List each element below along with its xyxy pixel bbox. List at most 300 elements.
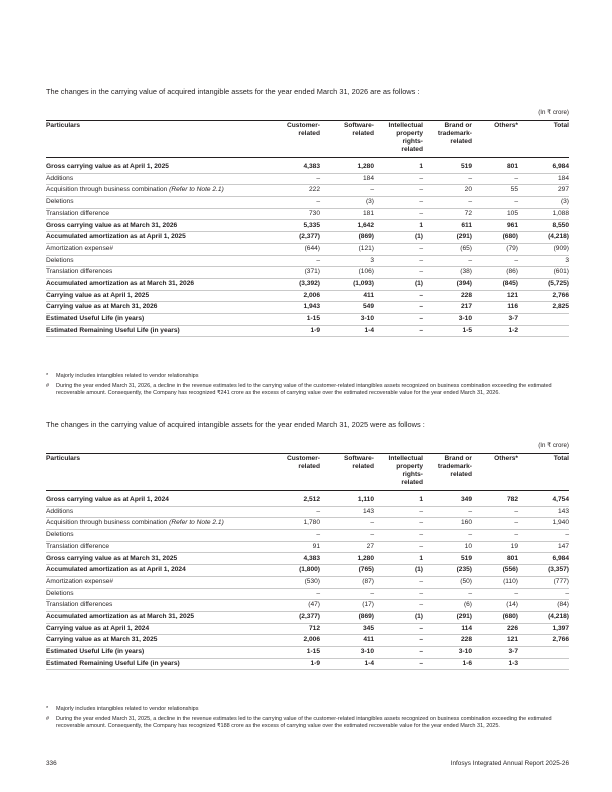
table-cell: (110) <box>472 576 518 588</box>
table-cell: (4,218) <box>518 232 569 244</box>
row-label <box>46 553 264 565</box>
row-label <box>46 185 264 197</box>
table-cell: 1,642 <box>320 220 374 232</box>
table-cell: – <box>374 267 423 279</box>
table-cell: 2,766 <box>518 290 569 302</box>
column-header-particulars: Particulars <box>46 454 264 491</box>
row-label <box>46 611 264 623</box>
row-label <box>46 623 264 635</box>
table-cell: – <box>374 255 423 267</box>
table-cell: (291) <box>423 232 472 244</box>
table-cell: 1-15 <box>264 646 320 658</box>
row-label-text: Amortization expense# <box>46 244 114 252</box>
row-note-link: (Refer to Note 2.1) <box>169 186 224 194</box>
section-intro-2026: The changes in the carrying value of acquired intangible assets for the year ended March 31, 2026 are as follows : <box>46 87 420 96</box>
table-cell: – <box>374 518 423 530</box>
row-label <box>46 290 264 302</box>
table-cell: 1,280 <box>320 162 374 173</box>
table-row <box>46 588 569 600</box>
table-cell: 3-7 <box>472 313 518 325</box>
table-cell: 961 <box>472 220 518 232</box>
table-cell: 801 <box>472 553 518 565</box>
column-header: Customer- related <box>264 454 320 491</box>
table-cell: 181 <box>320 208 374 220</box>
table-cell: 121 <box>472 635 518 647</box>
table-row <box>46 658 569 670</box>
row-label <box>46 506 264 518</box>
column-header: Total <box>518 454 569 491</box>
table-cell: – <box>374 173 423 185</box>
table-cell: 147 <box>518 541 569 553</box>
table-cell: (1,800) <box>264 565 320 577</box>
row-label <box>46 302 264 314</box>
table-cell: (2,377) <box>264 232 320 244</box>
table-cell: – <box>472 506 518 518</box>
table-row <box>46 185 569 197</box>
table-row <box>46 518 569 530</box>
table-cell: – <box>374 588 423 600</box>
table-cell: (5,725) <box>518 278 569 290</box>
footnote-mark: # <box>46 716 50 722</box>
table-cell: – <box>374 635 423 647</box>
table-cell: 1,397 <box>518 623 569 635</box>
table-cell: (765) <box>320 565 374 577</box>
table-cell: – <box>264 530 320 542</box>
table-cell: 228 <box>423 635 472 647</box>
table-cell: (106) <box>320 267 374 279</box>
table-cell: – <box>518 588 569 600</box>
table-cell: – <box>423 255 472 267</box>
table-cell: 730 <box>264 208 320 220</box>
report-title: Infosys Integrated Annual Report 2025-26 <box>450 760 569 767</box>
table-cell: 8,550 <box>518 220 569 232</box>
table-cell: (680) <box>472 611 518 623</box>
unit-label-2025: (In ₹ crore) <box>538 442 569 449</box>
table-cell: 1 <box>374 220 423 232</box>
table-cell: 3 <box>320 255 374 267</box>
table-cell: 3-7 <box>472 646 518 658</box>
table-cell: 3-10 <box>423 646 472 658</box>
row-label-text: Translation difference <box>46 209 110 217</box>
table-row <box>46 530 569 542</box>
row-label <box>46 313 264 325</box>
table-cell: – <box>423 588 472 600</box>
table-row <box>46 635 569 647</box>
table-cell: 2,006 <box>264 635 320 647</box>
table-cell: (680) <box>472 232 518 244</box>
table-cell: 184 <box>518 173 569 185</box>
row-label <box>46 541 264 553</box>
table-cell: (845) <box>472 278 518 290</box>
table-cell: (1) <box>374 278 423 290</box>
row-label <box>46 243 264 255</box>
row-label <box>46 658 264 670</box>
table-cell: 5,335 <box>264 220 320 232</box>
table-row <box>46 541 569 553</box>
table-cell: 3 <box>518 255 569 267</box>
table-cell: – <box>374 197 423 209</box>
table-cell: 72 <box>423 208 472 220</box>
row-label <box>46 495 264 506</box>
table-cell: (86) <box>472 267 518 279</box>
footnote-text: Majorly includes intangibles related to vendor relationships <box>56 706 199 712</box>
table-cell: 2,512 <box>264 495 320 506</box>
table-cell: (371) <box>264 267 320 279</box>
footnote-hash-2026 <box>46 383 566 398</box>
table-cell: – <box>472 518 518 530</box>
row-label-text: Translation differences <box>46 268 113 276</box>
footnote-mark: # <box>46 383 50 389</box>
table-cell: – <box>264 255 320 267</box>
table-cell: (869) <box>320 232 374 244</box>
table-cell: (4,218) <box>518 611 569 623</box>
column-header: Intellectual property rights- related <box>374 121 423 158</box>
row-label-text: Accumulated amortization as at March 31, 2025 <box>46 612 195 620</box>
table-cell: 2,006 <box>264 290 320 302</box>
unit-label-2026: (In ₹ crore) <box>538 109 569 116</box>
table-row <box>46 208 569 220</box>
table-cell: – <box>472 197 518 209</box>
table-cell: 1,110 <box>320 495 374 506</box>
row-label-text: Translation differences <box>46 601 113 609</box>
row-label <box>46 255 264 267</box>
table-cell: (6) <box>423 600 472 612</box>
table-row <box>46 243 569 255</box>
table-row <box>46 646 569 658</box>
table-cell: 1-6 <box>423 658 472 670</box>
table-cell: – <box>374 185 423 197</box>
table-cell: 91 <box>264 541 320 553</box>
row-label-text: Deletions <box>46 256 74 264</box>
table-cell: 4,754 <box>518 495 569 506</box>
table-cell: 712 <box>264 623 320 635</box>
table-cell: 1,088 <box>518 208 569 220</box>
table-cell <box>518 325 569 337</box>
table-cell: (394) <box>423 278 472 290</box>
table-cell: – <box>320 530 374 542</box>
table-cell: 143 <box>518 506 569 518</box>
table-row <box>46 278 569 290</box>
table-cell: (556) <box>472 565 518 577</box>
table-cell: (3) <box>320 197 374 209</box>
table-cell: 160 <box>423 518 472 530</box>
table-cell: 411 <box>320 635 374 647</box>
row-label-text: Gross carrying value as at March 31, 2025 <box>46 554 178 562</box>
row-label-text: Estimated Remaining Useful Life (in years) <box>46 659 180 667</box>
row-label-text: Estimated Useful Life (in years) <box>46 315 145 323</box>
column-header: Customer- related <box>264 121 320 158</box>
table-cell: (601) <box>518 267 569 279</box>
table-cell: – <box>320 588 374 600</box>
table-cell: 549 <box>320 302 374 314</box>
table-row <box>46 553 569 565</box>
table-row <box>46 302 569 314</box>
table-cell: 2,766 <box>518 635 569 647</box>
table-cell: – <box>472 255 518 267</box>
column-header: Others* <box>472 454 518 491</box>
table-cell: 1 <box>374 553 423 565</box>
table-cell: (50) <box>423 576 472 588</box>
column-header: Total <box>518 121 569 158</box>
row-label <box>46 588 264 600</box>
row-label-text: Carrying value as at March 31, 2025 <box>46 636 158 644</box>
table-cell: 1,280 <box>320 553 374 565</box>
table-cell: 1-15 <box>264 313 320 325</box>
table-row <box>46 506 569 518</box>
row-label <box>46 325 264 337</box>
row-label <box>46 518 264 530</box>
table-cell: (909) <box>518 243 569 255</box>
table-cell: 217 <box>423 302 472 314</box>
table-cell: – <box>374 506 423 518</box>
table-cell: 228 <box>423 290 472 302</box>
column-header: Intellectual property rights- related <box>374 454 423 491</box>
table-cell: – <box>423 506 472 518</box>
row-label <box>46 220 264 232</box>
table-cell: 1 <box>374 495 423 506</box>
table-row <box>46 325 569 337</box>
row-label <box>46 278 264 290</box>
table-row <box>46 173 569 185</box>
table-cell: 1 <box>374 162 423 173</box>
table-cell: 1,940 <box>518 518 569 530</box>
row-label <box>46 162 264 173</box>
row-label <box>46 232 264 244</box>
table-cell: – <box>374 208 423 220</box>
table-cell: (47) <box>264 600 320 612</box>
table-cell: 3-10 <box>320 313 374 325</box>
footnote-mark: * <box>46 373 49 379</box>
table-cell: 1-3 <box>472 658 518 670</box>
row-label-text: Deletions <box>46 531 74 539</box>
footnote-text: During the year ended March 31, 2025, a decline in the revenue estimates led to the carrying value of the customer-related intangibles assets recognized on business combination exceeding the estimated recoverable amount. Consequently, the Company has recognized ₹188 crore as the excess of carrying value over the estimated recoverable value for the year ended March 31, 2025. <box>56 716 552 730</box>
table-cell: 349 <box>423 495 472 506</box>
table-cell: (84) <box>518 600 569 612</box>
section-intro-2025: The changes in the carrying value of acquired intangible assets for the year ended March 31, 2025 were as follows : <box>46 420 425 429</box>
table-cell: – <box>374 530 423 542</box>
row-label <box>46 635 264 647</box>
page-number: 336 <box>46 760 57 767</box>
table-cell: – <box>374 600 423 612</box>
table-cell: 1-9 <box>264 325 320 337</box>
table-cell: (644) <box>264 243 320 255</box>
table-cell: 4,383 <box>264 162 320 173</box>
row-label-text: Gross carrying value as at March 31, 2026 <box>46 221 178 229</box>
table-cell: 55 <box>472 185 518 197</box>
footnote-mark: * <box>46 706 49 712</box>
row-label-text: Accumulated amortization as at April 1, 2025 <box>46 233 186 241</box>
table-cell: (530) <box>264 576 320 588</box>
table-cell <box>518 658 569 670</box>
table-cell: 4,383 <box>264 553 320 565</box>
table-cell: – <box>374 541 423 553</box>
footnote-text: Majorly includes intangibles related to vendor relationships <box>56 373 199 379</box>
table-cell: 121 <box>472 290 518 302</box>
table-cell <box>518 646 569 658</box>
row-label-text: Translation difference <box>46 542 110 550</box>
table-cell: 3-10 <box>320 646 374 658</box>
table-cell: (79) <box>472 243 518 255</box>
table-cell: 10 <box>423 541 472 553</box>
table-cell: – <box>374 646 423 658</box>
footnote-text: During the year ended March 31, 2026, a decline in the revenue estimates led to the carrying value of the customer-related intangibles assets recognized on business combination exceeding the estimated recoverable amount. Consequently, the Company has recognized ₹241 crore as the excess of carrying value over the estimated recoverable value for the year ended March 31, 2026. <box>56 383 552 397</box>
table-cell: – <box>472 530 518 542</box>
table-row <box>46 162 569 173</box>
table-cell: 19 <box>472 541 518 553</box>
table-cell: 519 <box>423 162 472 173</box>
table-cell: 143 <box>320 506 374 518</box>
row-label <box>46 530 264 542</box>
table-header-row <box>46 121 569 158</box>
table-cell: – <box>374 576 423 588</box>
row-label-text: Deletions <box>46 589 74 597</box>
table-cell: (1) <box>374 565 423 577</box>
row-label <box>46 646 264 658</box>
footnote-asterisk-2026 <box>46 373 566 380</box>
table-cell: (3,392) <box>264 278 320 290</box>
table-row <box>46 232 569 244</box>
table-cell: (38) <box>423 267 472 279</box>
row-label <box>46 173 264 185</box>
table-cell: (87) <box>320 576 374 588</box>
column-header: Others* <box>472 121 518 158</box>
row-label <box>46 576 264 588</box>
column-header: Brand or trademark- related <box>423 121 472 158</box>
table-cell: – <box>264 588 320 600</box>
table-row <box>46 197 569 209</box>
table-cell: – <box>423 530 472 542</box>
table-cell: 345 <box>320 623 374 635</box>
table-cell: 782 <box>472 495 518 506</box>
table-cell: 801 <box>472 162 518 173</box>
table-cell: (869) <box>320 611 374 623</box>
table-cell: – <box>374 302 423 314</box>
table-cell: (1) <box>374 611 423 623</box>
table-cell: 184 <box>320 173 374 185</box>
table-cell: (17) <box>320 600 374 612</box>
table-cell: – <box>264 506 320 518</box>
table-cell: 114 <box>423 623 472 635</box>
row-label <box>46 267 264 279</box>
row-label <box>46 208 264 220</box>
table-row <box>46 495 569 506</box>
table-cell: 6,984 <box>518 553 569 565</box>
row-label-text: Carrying value as at March 31, 2026 <box>46 303 158 311</box>
table-cell: 222 <box>264 185 320 197</box>
table-header-row <box>46 454 569 491</box>
table-row <box>46 576 569 588</box>
row-label-text: Additions <box>46 174 74 182</box>
table-cell: 3-10 <box>423 313 472 325</box>
table-cell: – <box>374 325 423 337</box>
table-cell: 2,825 <box>518 302 569 314</box>
table-row <box>46 565 569 577</box>
table-cell: 519 <box>423 553 472 565</box>
table-cell: – <box>423 173 472 185</box>
column-header-particulars: Particulars <box>46 121 264 158</box>
table-cell: 1-4 <box>320 325 374 337</box>
table-cell: 1-2 <box>472 325 518 337</box>
row-label-text: Estimated Useful Life (in years) <box>46 648 145 656</box>
row-label <box>46 565 264 577</box>
table-cell: – <box>374 623 423 635</box>
table-row <box>46 611 569 623</box>
table-cell: 1-5 <box>423 325 472 337</box>
table-cell: – <box>264 197 320 209</box>
table-cell: – <box>472 173 518 185</box>
table-cell: (14) <box>472 600 518 612</box>
table-cell: 1,780 <box>264 518 320 530</box>
table-cell: – <box>374 290 423 302</box>
intangibles-table-2025 <box>46 453 569 670</box>
table-cell: – <box>264 173 320 185</box>
table-row <box>46 623 569 635</box>
row-label-text: Amortization expense# <box>46 577 114 585</box>
table-row <box>46 255 569 267</box>
table-cell: (1,093) <box>320 278 374 290</box>
row-label <box>46 600 264 612</box>
table-row <box>46 600 569 612</box>
table-cell: 105 <box>472 208 518 220</box>
table-cell: – <box>374 243 423 255</box>
table-cell: 27 <box>320 541 374 553</box>
row-label-text: Carrying value as at April 1, 2024 <box>46 624 150 632</box>
row-label-text: Gross carrying value as at April 1, 2024 <box>46 496 169 504</box>
table-cell: (121) <box>320 243 374 255</box>
column-header: Software- related <box>320 121 374 158</box>
table-cell: 297 <box>518 185 569 197</box>
table-row <box>46 313 569 325</box>
table-cell: 1-9 <box>264 658 320 670</box>
row-label-text: Additions <box>46 507 74 515</box>
table-cell: (777) <box>518 576 569 588</box>
table-cell: (3,357) <box>518 565 569 577</box>
row-label <box>46 197 264 209</box>
row-label-text: Carrying value as at April 1, 2025 <box>46 291 150 299</box>
row-label-text: Accumulated amortization as at April 1, 2024 <box>46 566 186 574</box>
column-header: Brand or trademark- related <box>423 454 472 491</box>
table-row <box>46 220 569 232</box>
table-cell: (291) <box>423 611 472 623</box>
row-note-link: (Refer to Note 2.1) <box>169 519 224 527</box>
table-cell: (65) <box>423 243 472 255</box>
table-cell: 411 <box>320 290 374 302</box>
table-cell: – <box>423 197 472 209</box>
table-cell: – <box>320 185 374 197</box>
table-cell: 1,943 <box>264 302 320 314</box>
table-cell: 20 <box>423 185 472 197</box>
table-cell: (1) <box>374 232 423 244</box>
row-label-text: Accumulated amortization as at March 31, 2026 <box>46 279 195 287</box>
table-cell: – <box>472 588 518 600</box>
table-row <box>46 267 569 279</box>
table-cell: 6,984 <box>518 162 569 173</box>
row-label-text: Acquisition through business combination <box>46 186 170 194</box>
table-row <box>46 290 569 302</box>
table-cell: 611 <box>423 220 472 232</box>
table-cell <box>518 313 569 325</box>
row-label-text: Estimated Remaining Useful Life (in years) <box>46 326 180 334</box>
footnote-hash-2025 <box>46 716 566 731</box>
table-cell: (235) <box>423 565 472 577</box>
table-cell: – <box>374 658 423 670</box>
table-cell: 226 <box>472 623 518 635</box>
footnote-asterisk-2025 <box>46 706 566 713</box>
table-cell: – <box>320 518 374 530</box>
row-label-text: Gross carrying value as at April 1, 2025 <box>46 163 169 171</box>
column-header: Software- related <box>320 454 374 491</box>
table-cell: (2,377) <box>264 611 320 623</box>
